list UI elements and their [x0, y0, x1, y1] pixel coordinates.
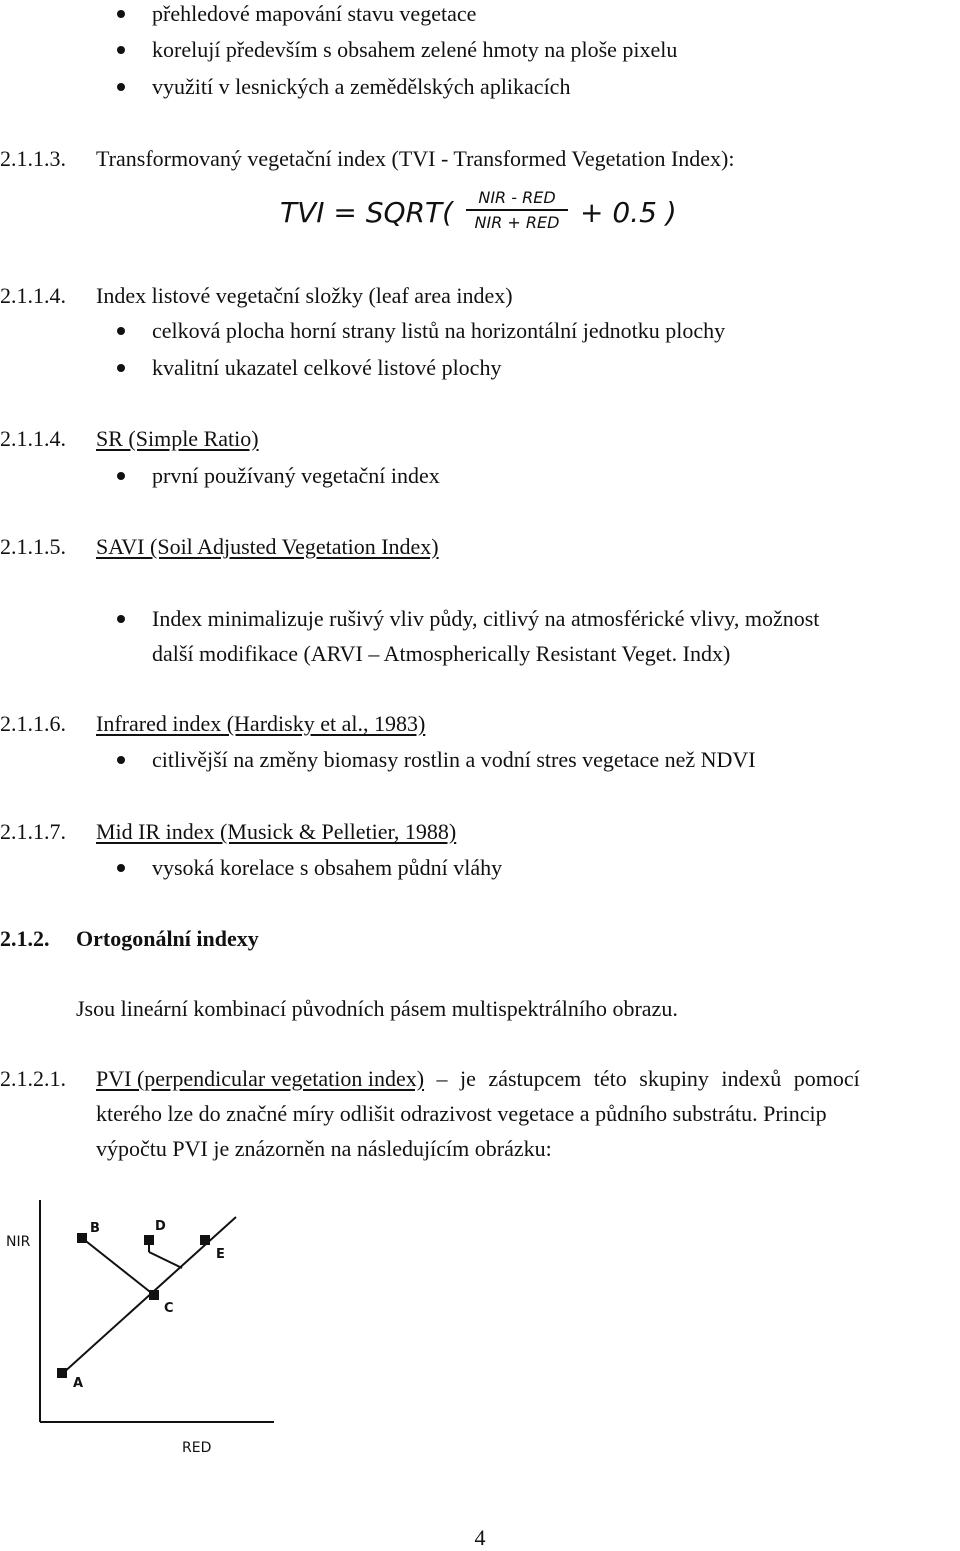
bullet	[117, 756, 125, 764]
section-number: 2.1.1.4.	[0, 283, 66, 308]
section-number: 2.1.1.6.	[0, 711, 66, 736]
point-a-label: A	[73, 1376, 84, 1391]
bullet-text: první používaný vegetační index	[152, 463, 440, 488]
section-number: 2.1.2.1.	[0, 1066, 66, 1091]
section-heading: Ortogonální indexy	[76, 926, 259, 951]
point-c-label: C	[164, 1301, 174, 1316]
pvi-line1	[96, 1065, 860, 1093]
section-title-link[interactable]: Infrared index (Hardisky et al., 1983)	[96, 711, 426, 736]
perpendicular-b	[82, 1238, 154, 1295]
point-e-label: E	[216, 1247, 225, 1262]
bullet	[117, 472, 125, 480]
section-title-link[interactable]: SR (Simple Ratio)	[96, 426, 259, 451]
fraction-bar	[466, 209, 568, 211]
perpendicular-d	[149, 1252, 182, 1268]
bullet-text: Index minimalizuje rušivý vliv půdy, citlivý na atmosférické vlivy, možnost	[152, 606, 820, 631]
point-a	[57, 1368, 67, 1378]
pvi-link[interactable]: PVI (perpendicular vegetation index)	[96, 1066, 425, 1091]
section-title-link[interactable]: SAVI (Soil Adjusted Vegetation Index)	[96, 534, 439, 559]
formula-left: TVI = SQRT(	[280, 196, 454, 229]
page-number: 4	[474, 1525, 486, 1550]
section-number: 2.1.1.5.	[0, 534, 66, 559]
point-d-label: D	[155, 1219, 166, 1234]
bullet	[117, 10, 125, 18]
bullet-text: korelují především s obsahem zelené hmoty na ploše pixelu	[152, 37, 678, 62]
formula-numerator: NIR - RED	[478, 188, 556, 207]
paragraph: Jsou lineární kombinací původních pásem multispektrálního obrazu.	[76, 996, 678, 1021]
section-title: Index listové vegetační složky (leaf area index)	[96, 283, 513, 308]
formula-fraction	[466, 188, 568, 232]
pvi-line3: výpočtu PVI je znázorněn na následujícím obrázku:	[96, 1136, 552, 1161]
point-d	[144, 1235, 154, 1245]
bullet-text: přehledové mapování stavu vegetace	[152, 1, 477, 26]
point-b-label: B	[90, 1221, 100, 1236]
bullet-text: celková plocha horní strany listů na horizontální jednotku plochy	[152, 318, 726, 343]
bullet	[117, 83, 125, 91]
pvi-line1-text: – je zástupcem této skupiny indexů pomocí	[424, 1066, 860, 1091]
y-axis-label: NIR	[6, 1234, 31, 1250]
bullet	[117, 46, 125, 54]
bullet-text: citlivější na změny biomasy rostlin a vodní stres vegetace než NDVI	[152, 747, 756, 772]
pvi-diagram	[0, 1190, 300, 1470]
bullet-text: kvalitní ukazatel celkové listové plochy	[152, 355, 502, 380]
section-number: 2.1.1.3.	[0, 146, 66, 171]
formula-right: + 0.5 )	[580, 196, 677, 229]
bullet-text-continued: další modifikace (ARVI – Atmospherically Resistant Veget. Indx)	[152, 641, 731, 666]
x-axis-label: RED	[182, 1440, 212, 1456]
pvi-line2: kterého lze do značné míry odlišit odrazivost vegetace a půdního substrátu. Princip	[96, 1101, 827, 1126]
section-title: Transformovaný vegetační index (TVI - Transformed Vegetation Index):	[96, 146, 735, 171]
formula-denominator: NIR + RED	[474, 213, 560, 232]
bullet	[117, 327, 125, 335]
point-c	[149, 1290, 159, 1300]
section-title-link[interactable]: Mid IR index (Musick & Pelletier, 1988)	[96, 819, 457, 844]
section-number: 2.1.1.4.	[0, 426, 66, 451]
bullet	[117, 864, 125, 872]
bullet-text: vysoká korelace s obsahem půdní vláhy	[152, 855, 503, 880]
bullet	[117, 615, 125, 623]
bullet	[117, 364, 125, 372]
point-b	[77, 1233, 87, 1243]
bullet-text: využití v lesnických a zemědělských aplikacích	[152, 74, 571, 99]
section-number: 2.1.1.7.	[0, 819, 66, 844]
section-number: 2.1.2.	[0, 926, 50, 951]
point-e	[200, 1235, 210, 1245]
